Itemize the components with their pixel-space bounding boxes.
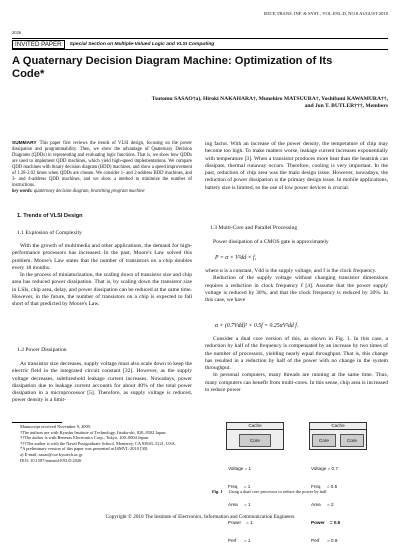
paper-type-tag: INVITED PAPER: [12, 40, 65, 49]
authors: [18, 96, 388, 110]
dual-freq: Freq = 0.5: [311, 484, 338, 489]
left-column-lower: [12, 361, 192, 405]
dual-perf: Perf = 0.9: [311, 538, 338, 543]
title-line-1: A Quaternary Decision Diagram Machine: Optimization of Its: [12, 55, 333, 67]
paper-title: [12, 55, 392, 81]
special-section: Special Section on Multiple-Valued Logic and VLSI Computing: [69, 42, 215, 47]
paragraph: In the process of miniaturization, the scaling down of transistor size and chip area has reduced power dissipation. That is, by scaling down the transistor size in LSIs, chip area, delay, and power dissipation can be reduced at the same time. However, in the future, the number of transistors on a chip is expected to fall short of that predicted by Moore's Law.: [12, 272, 192, 307]
paragraph: ing factor. With an increase of the power density, the temperature of chip may become too high. To make matters worse, leakage current increases exponentially with temperature [3]. When a transistor produces more heat than the heatsink can dissipate, thermal runaway occurs. Therefore, cooling is very important. In the past, reduction of chip area was the main design issue. However, nowadays, the reduction of power dissipation is the primary design issue. In mobile applications, battery size is limited, so the use of low power devices is crucial.: [205, 141, 388, 191]
section-1-2-heading: 1.2 Power Dissipation: [17, 347, 67, 353]
footnote-doi: DOI: 10.1587/transinf.E93.D.2026: [20, 457, 82, 463]
paragraph: Reduction of the supply voltage without changing transistor dimensions requires a reduction in clock frequency f [4]. Assume that the power supply voltage is reduced by 30%, and that the clock frequency is reduced by 30%. In this case, we have: [205, 275, 388, 303]
dual-core-chip: [309, 422, 367, 450]
right-column-upper: [205, 141, 388, 192]
page-number: 2026: [12, 30, 22, 35]
paper-type-rule: [12, 49, 388, 50]
paragraph: Consider a dual core version of this, as shown in Fig. 1. In this case, a reduction by half of the frequency is compensated by an increase by two times of the number of processors, yielding nearly equal throughput. That is, this change has resulted in a reduction by half of the power with no change in the system throughput.: [205, 336, 388, 371]
dual-core-1-label: Core: [312, 434, 336, 447]
equation-2: α × (0.7Vdd)² × 0.5f = 0.25αV²dd f.: [215, 323, 299, 329]
figure-caption-text: Using a dual core processor to reduce the power by half.: [228, 489, 328, 494]
abstract-label: SUMMARY: [12, 141, 37, 146]
footnote: Manuscript received November 9, 2009.: [20, 424, 91, 429]
abstract-text: This paper first reviews the trends of VLSI design, focusing on the power dissipation and programmability. Then, we show the advantage of Quaternary Decision Diagrams (QDDs) in representing and evaluating logic functions. That is, we show how QDDs are used to implement QDD machines, which yield high-speed implementations. We compare QDD machines with binary decision diagram (BDD) machines, and show a speed improvement of 1.28-2.02 times when QDDs are chosen. We consider 1- and 2-address BDD machines, and 3- and 4-address QDD machines, and we show a method to minimize the number of instructions.: [12, 141, 192, 188]
figure-caption-label: Fig. 1: [212, 489, 223, 494]
figure-1-caption: [212, 489, 388, 495]
equation-1: P = α × V²dd × f,: [215, 255, 257, 261]
single-perf: Perf = 1: [228, 538, 251, 543]
authors-line-1: Tsutomu SASAO†a), Hiroki NAKAHARA†, Munehiro MATSUURA†, Yoshifumi KAWAMURA††,: [151, 96, 388, 102]
single-freq: Freq = 1: [228, 484, 251, 489]
dual-power: Power = 0.5: [311, 520, 341, 525]
title-line-2: Code*: [12, 68, 45, 80]
single-core-chip: [226, 422, 284, 450]
keywords-label: key words:: [12, 188, 33, 194]
dual-cores: [310, 434, 366, 447]
single-area: Area = 1: [228, 502, 251, 507]
right-column-middle: [205, 239, 388, 246]
paragraph: As transistor size decreases, supply voltage must also scale down to keep the electric field in the integrated circuit constant [32]. However, as the supply voltage decreases, subthreshold leakage current increases. Nowadays, power dissipation due to leakage current accounts for about 40% of the total power dissipation in a microprocessor [5]. Therefore, as supply voltage is reduced, power density is a limit-: [12, 361, 192, 404]
single-cache-label: Cache: [227, 423, 283, 430]
header-rule: [12, 38, 388, 39]
right-column-lower: [205, 336, 388, 394]
section-1-3-heading: 1.3 Multi-Core and Parallel Processing: [210, 225, 298, 231]
left-column-upper: [12, 243, 192, 308]
paper-type-bar: [12, 40, 214, 49]
keywords: quaternary decision diagram, branching program machine: [33, 188, 145, 194]
single-core-label: Core: [239, 434, 271, 447]
single-power: Power = 1: [228, 520, 253, 525]
dual-area: Area = 2: [311, 502, 334, 507]
footnote: ††The author is with Renesas Electronics Corp., Tokyo, 100–0004 Japan.: [20, 435, 149, 441]
single-voltage: Voltage = 1: [228, 466, 252, 471]
footnote: *A preliminary version of this paper was presented at ISMVL-2010 [30].: [20, 446, 149, 452]
authors-line-2: and Jon T. BUTLER†††, Members: [304, 103, 388, 109]
paragraph: where α is a constant, Vdd is the supply voltage, and f is the clock frequency.: [205, 268, 377, 274]
right-column-eq-text: [205, 268, 388, 304]
dual-voltage: Voltage = 0.7: [311, 466, 338, 471]
footnote-email: a) E-mail: sasao@cse.kyutech.ac.jp: [20, 451, 83, 457]
paragraph: Power dissipation of a CMOS gate is approximately: [213, 239, 329, 245]
section-1-heading: 1. Trends of VLSI Design: [17, 213, 83, 219]
footnote: †The authors are with Kyushu Institute of Technology, Iizuka-shi, 820–8502 Japan.: [20, 429, 167, 435]
dual-core-stats: [311, 454, 340, 556]
footnote-rule: [12, 422, 62, 423]
paragraph: With the growth of multimedia and other applications, the demand for high-performance processors has increased. In the past, Moore's Law solved this problem. Moore's Law states that the number of transistors on a chip doubles every 18 months.: [12, 243, 192, 271]
single-core-stats: [228, 454, 253, 556]
dual-core-2-label: Core: [340, 434, 364, 447]
footnote: †††The author is with the Naval Postgraduate School, Monterey, CA 93943–5121, USA.: [20, 440, 176, 446]
footnotes: [12, 424, 192, 463]
copyright: Copyright © 2010 The Institute of Electronics, Information and Communication Engineers: [105, 514, 295, 520]
dual-cache-label: Cache: [310, 423, 366, 430]
paragraph: In personal computers, many threads are running at the same time. Thus, many computers can benefit from multi-cores. In this sense, chip area is increased to reduce power: [205, 372, 388, 393]
abstract: [12, 141, 192, 195]
section-1-1-heading: 1.1 Explosion of Complexity: [17, 230, 82, 236]
journal-header: IEICE TRANS. INF. & SYST., VOL.E93–D, NO.8 AUGUST 2010: [263, 11, 388, 16]
